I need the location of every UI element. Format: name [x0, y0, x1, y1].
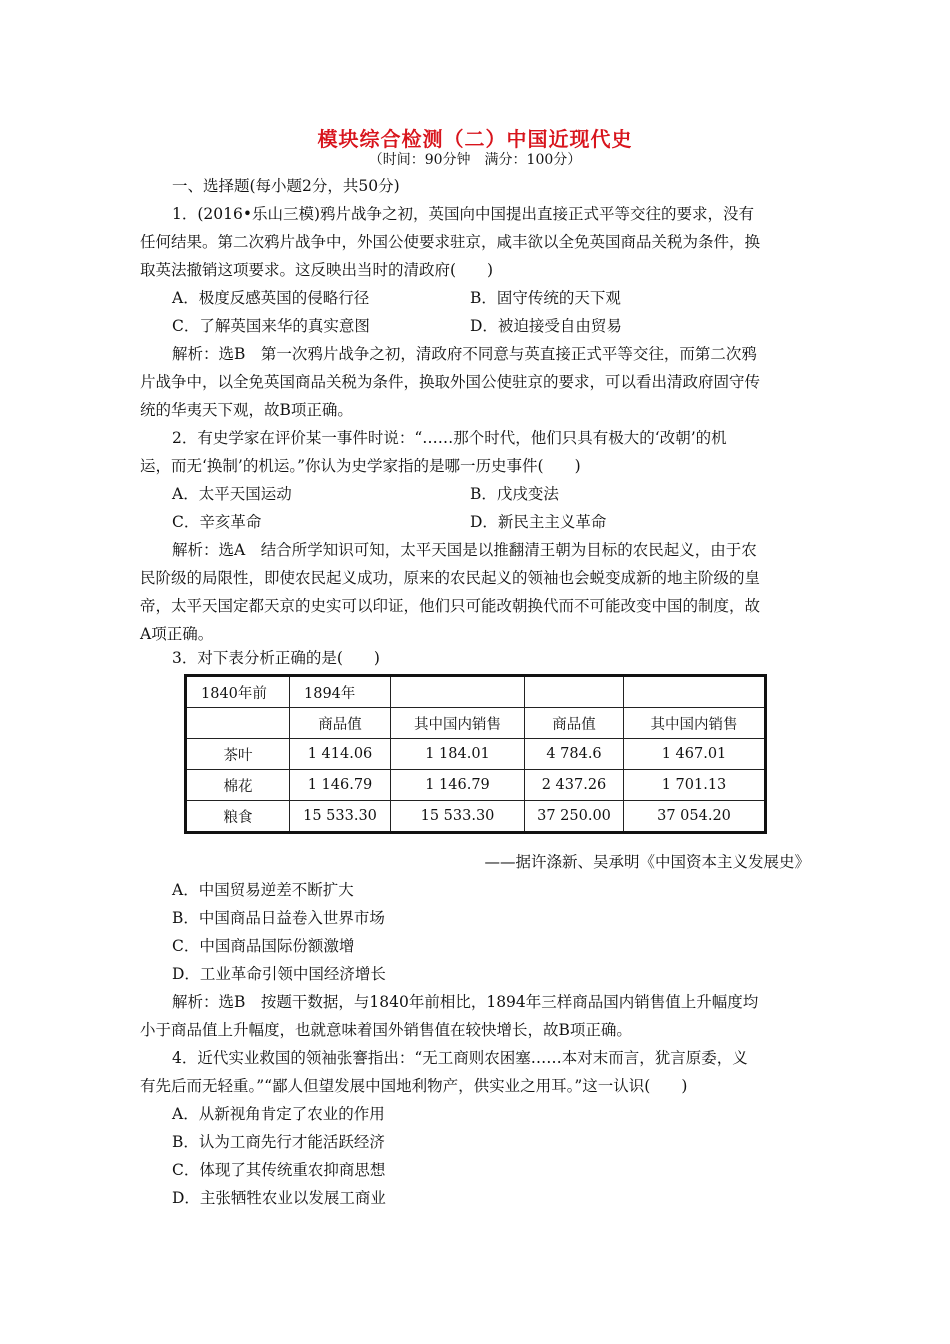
- q1-analysis-line: 片战争中，以全免英国商品关税为条件，换取外国公使驻京的要求，可以看出清政府固守传: [140, 373, 761, 391]
- q2-analysis-line: 帝，太平天国定都天京的史实可以印证，他们只可能改朝换代而不可能改变中国的制度，故: [140, 597, 761, 615]
- table-source-citation: ——据许涤新、吴承明《中国资本主义发展史》: [484, 853, 810, 871]
- q3-stem: 3．对下表分析正确的是( ): [172, 649, 380, 667]
- table-cell: 茶叶: [186, 739, 290, 770]
- q2-stem-line: 2．有史学家在评价某一事件时说：“……那个时代，他们只具有极大的‘改朝’的机: [172, 429, 727, 447]
- section-heading: 一、选择题(每小题2分，共50分): [172, 177, 400, 195]
- q2-option-a: A．太平天国运动: [172, 485, 292, 503]
- q4-option-a: A．从新视角肯定了农业的作用: [172, 1105, 385, 1123]
- table-cell: 商品值: [290, 708, 391, 739]
- q1-option-c: C．了解英国来华的真实意图: [172, 317, 370, 335]
- table-row: [186, 739, 766, 770]
- table-cell: 1 184.01: [391, 739, 525, 770]
- table-cell: 商品值: [525, 708, 624, 739]
- q4-stem-line: 有先后而无轻重。”“鄙人但望发展中国地利物产，供实业之用耳。”这一认识( ): [140, 1077, 688, 1095]
- table-cell: 其中国内销售: [391, 708, 525, 739]
- q2-analysis-line: 民阶级的局限性，即使农民起义成功，原来的农民起义的领袖也会蜕变成新的地主阶级的皇: [140, 569, 761, 587]
- q1-analysis-line: 统的华夷天下观，故B项正确。: [140, 401, 353, 419]
- q2-stem-line: 运，而无‘换制’的机运。”你认为史学家指的是哪一历史事件( ): [140, 457, 581, 475]
- table-cell: 棉花: [186, 770, 290, 801]
- q3-option-c: C．中国商品国际份额激增: [172, 937, 355, 955]
- q2-option-d: D．新民主主义革命: [470, 513, 607, 531]
- q4-option-d: D．主张牺牲农业以发展工商业: [172, 1189, 386, 1207]
- q3-option-b: B．中国商品日益卷入世界市场: [172, 909, 385, 927]
- q1-option-d: D．被迫接受自由贸易: [470, 317, 622, 335]
- page-subtitle: （时间：90分钟 满分：100分）: [368, 152, 582, 168]
- table-cell: 1 414.06: [290, 739, 391, 770]
- table-cell: 1 146.79: [391, 770, 525, 801]
- q3-option-d: D．工业革命引领中国经济增长: [172, 965, 386, 983]
- table-cell: [186, 708, 290, 739]
- q2-analysis-line: A项正确。: [140, 625, 214, 643]
- table-cell: 1894年: [290, 676, 391, 708]
- table-cell: [525, 676, 624, 708]
- q4-option-c: C．体现了其传统重农抑商思想: [172, 1161, 386, 1179]
- table-row: [186, 770, 766, 801]
- table-cell: 1 146.79: [290, 770, 391, 801]
- q2-option-c: C．辛亥革命: [172, 513, 262, 531]
- q3-analysis-line: 解析：选B 按题干数据，与1840年前相比，1894年三样商品国内销售值上升幅度均: [172, 993, 759, 1011]
- q1-analysis-line: 解析：选B 第一次鸦片战争之初，清政府不同意与英直接正式平等交往，而第二次鸦: [172, 345, 757, 363]
- table-cell: 4 784.6: [525, 739, 624, 770]
- table-cell: 37 250.00: [525, 801, 624, 833]
- table-cell: 37 054.20: [624, 801, 766, 833]
- table-header-row: [186, 676, 766, 708]
- q1-stem-line: 任何结果。第二次鸦片战争中，外国公使要求驻京，咸丰欲以全免英国商品关税为条件，换: [140, 233, 761, 251]
- table-cell: 15 533.30: [290, 801, 391, 833]
- q1-stem-line: 1．(2016•乐山三模)鸦片战争之初，英国向中国提出直接正式平等交往的要求，没有: [172, 205, 755, 223]
- q3-option-a: A．中国贸易逆差不断扩大: [172, 881, 354, 899]
- q4-stem-line: 4．近代实业救国的领袖张謇指出：“无工商则农困塞……本对末而言，犹言原委，义: [172, 1049, 748, 1067]
- table-cell: 1840年前: [186, 676, 290, 708]
- q1-option-b: B．固守传统的天下观: [470, 289, 621, 307]
- q1-stem-line: 取英法撤销这项要求。这反映出当时的清政府( ): [140, 261, 494, 279]
- table-cell: 粮食: [186, 801, 290, 833]
- table-cell: [624, 676, 766, 708]
- q2-analysis-line: 解析：选A 结合所学知识可知，太平天国是以推翻清王朝为目标的农民起义，由于农: [172, 541, 757, 559]
- table-row: [186, 801, 766, 833]
- table-cell: 2 437.26: [525, 770, 624, 801]
- q2-option-b: B．戊戌变法: [470, 485, 559, 503]
- trade-data-table: [184, 674, 767, 834]
- table-cell: 1 467.01: [624, 739, 766, 770]
- page-title: 模块综合检测（二）中国近现代史: [317, 127, 633, 151]
- table-cell: 1 701.13: [624, 770, 766, 801]
- q1-option-a: A．极度反感英国的侵略行径: [172, 289, 370, 307]
- q3-analysis-line: 小于商品值上升幅度，也就意味着国外销售值在较快增长，故B项正确。: [140, 1021, 632, 1039]
- table-header-row: [186, 708, 766, 739]
- table-cell: [391, 676, 525, 708]
- table-cell: 其中国内销售: [624, 708, 766, 739]
- q4-option-b: B．认为工商先行才能活跃经济: [172, 1133, 385, 1151]
- table-cell: 15 533.30: [391, 801, 525, 833]
